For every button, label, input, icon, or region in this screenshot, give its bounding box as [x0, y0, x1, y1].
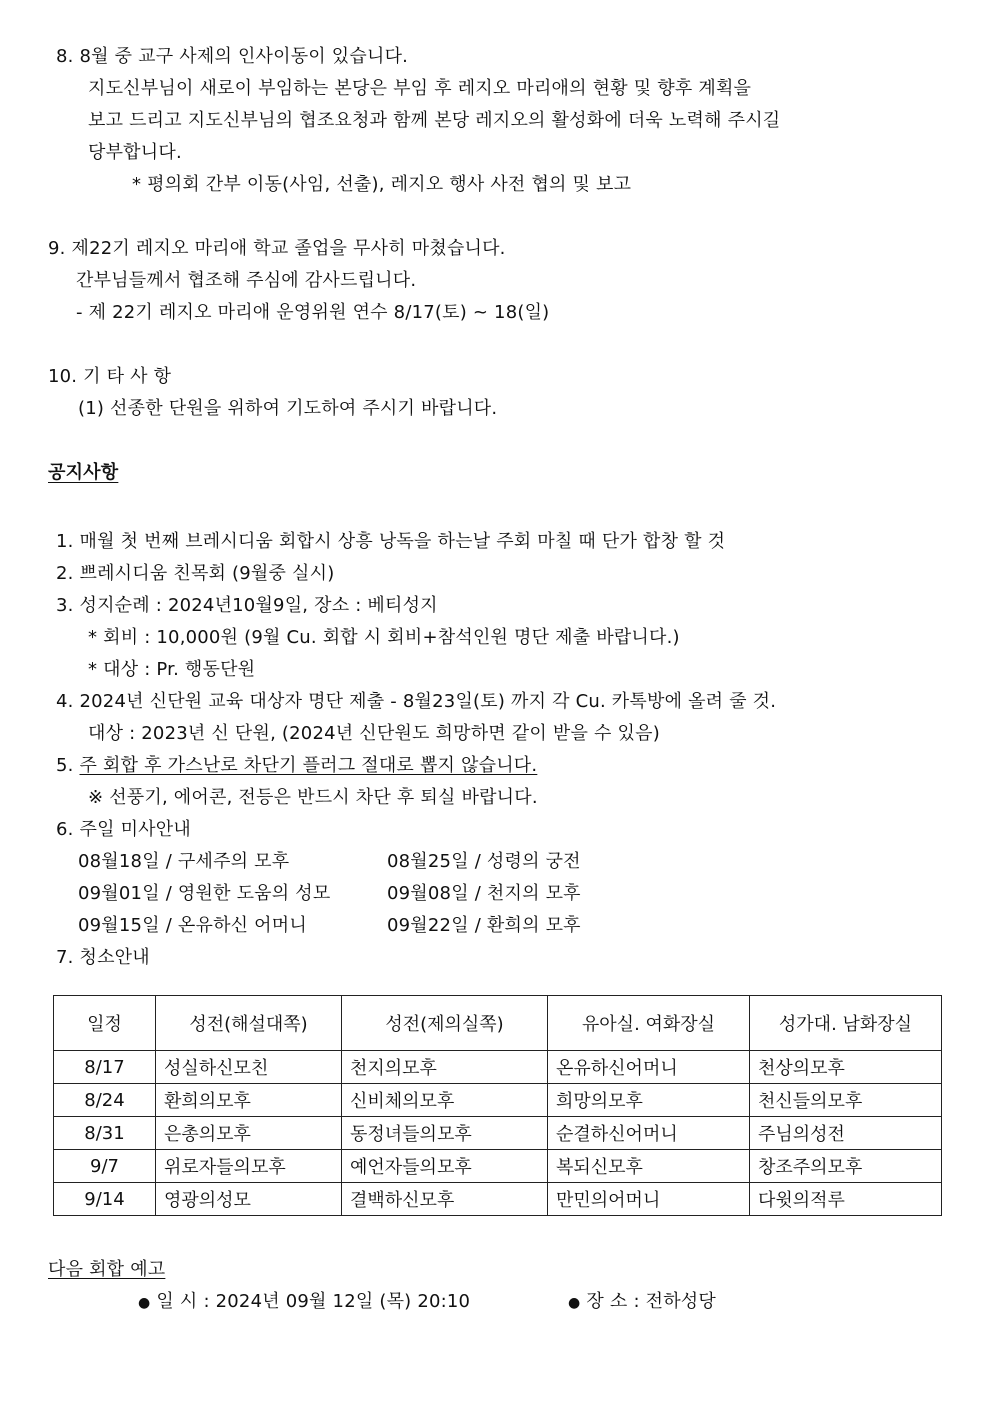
table-cell: 천상의모후 — [750, 1051, 942, 1084]
item10-title: 10. 기 타 사 항 — [48, 366, 172, 387]
notice-item-4: 4. 2024년 신단원 교육 대상자 명단 제출 - 8월23일(토) 까지 각 Cu. 카톡방에 올려 줄 것. — [56, 691, 777, 712]
table-cell: 천지의모후 — [342, 1051, 548, 1084]
table-cell: 은총의모후 — [156, 1117, 342, 1150]
item8-line-1: 지도신부님이 새로이 부임하는 본당은 부임 후 레지오 마리애의 현황 및 향후 계획을 — [88, 78, 752, 99]
table-row — [54, 1051, 942, 1084]
table-cell-date: 8/31 — [54, 1117, 156, 1150]
column-header: 일정 — [54, 996, 156, 1051]
next-meeting-datetime — [138, 1290, 470, 1315]
table-cell: 결백하신모후 — [342, 1183, 548, 1216]
notice-item-4-target: 대상 : 2023년 신 단원, (2024년 신단원도 희망하면 같이 받을 수 있음) — [88, 723, 660, 744]
table-row — [54, 1150, 942, 1183]
notice-item-5-note: ※ 선풍기, 에어콘, 전등은 반드시 차단 후 퇴실 바랍니다. — [88, 787, 538, 808]
notice-item-7: 7. 청소안내 — [56, 947, 150, 968]
table-cell: 성실하신모친 — [156, 1051, 342, 1084]
next-meeting-heading: 다음 회합 예고 — [48, 1259, 166, 1280]
table-cell: 복되신모후 — [548, 1150, 750, 1183]
bullet-icon: ● — [568, 1295, 581, 1311]
item9-line: 간부님들께서 협조해 주심에 감사드립니다. — [76, 270, 417, 291]
notice-item-2: 2. 쁘레시디움 친목회 (9월중 실시) — [56, 563, 335, 584]
table-cell: 예언자들의모후 — [342, 1150, 548, 1183]
notice-item-3-target: * 대상 : Pr. 행동단원 — [88, 659, 256, 680]
table-header-row — [54, 996, 942, 1051]
item9-note: - 제 22기 레지오 마리애 운영위원 연수 8/17(토) ~ 18(일) — [76, 302, 550, 323]
column-header: 유아실. 여화장실 — [548, 996, 750, 1051]
table-cell: 신비체의모후 — [342, 1084, 548, 1117]
notice-item-5-text: 주 회합 후 가스난로 차단기 플러그 절대로 뽑지 않습니다. — [79, 755, 538, 776]
table-cell: 순결하신어머니 — [548, 1117, 750, 1150]
table-cell: 온유하신어머니 — [548, 1051, 750, 1084]
table-cell: 주님의성전 — [750, 1117, 942, 1150]
mass-entry: 09월22일 / 환희의 모후 — [387, 915, 581, 936]
notice-item-1: 1. 매월 첫 번째 브레시디움 회합시 상흥 낭독을 하는날 주회 마칠 때 단가 합창 할 것 — [56, 531, 726, 552]
table-cell: 창조주의모후 — [750, 1150, 942, 1183]
mass-entry: 09월15일 / 온유하신 어머니 — [78, 915, 307, 936]
item8-line-3: 당부합니다. — [88, 142, 182, 163]
notice-item-5 — [56, 754, 537, 778]
column-header: 성전(해설대쪽) — [156, 996, 342, 1051]
table-cell: 희망의모후 — [548, 1084, 750, 1117]
mass-entry: 09월01일 / 영원한 도움의 성모 — [78, 883, 331, 904]
mass-entry: 09월08일 / 천지의 모후 — [387, 883, 581, 904]
next-meeting-place-text: 장 소 : 전하성당 — [586, 1291, 716, 1312]
item8-note: * 평의회 간부 이동(사임, 선출), 레지오 행사 사전 협의 및 보고 — [132, 174, 632, 195]
mass-entry: 08월25일 / 성령의 궁전 — [387, 851, 581, 872]
table-cell: 환희의모후 — [156, 1084, 342, 1117]
bullet-icon: ● — [138, 1295, 151, 1311]
table-row — [54, 1084, 942, 1117]
column-header: 성가대. 남화장실 — [750, 996, 942, 1051]
table-cell: 다윗의적루 — [750, 1183, 942, 1216]
notice-item-3-fee: * 회비 : 10,000원 (9월 Cu. 회합 시 회비+참석인원 명단 제출 바랍니다.) — [88, 627, 680, 648]
table-cell: 위로자들의모후 — [156, 1150, 342, 1183]
table-cell: 동정녀들의모후 — [342, 1117, 548, 1150]
table-cell: 영광의성모 — [156, 1183, 342, 1216]
notice-item-5-number: 5. — [56, 755, 74, 776]
next-meeting-datetime-text: 일 시 : 2024년 09월 12일 (목) 20:10 — [156, 1291, 471, 1312]
next-meeting-place — [568, 1290, 716, 1315]
notice-item-3: 3. 성지순례 : 2024년10월9일, 장소 : 베티성지 — [56, 595, 438, 616]
table-row — [54, 1117, 942, 1150]
cleaning-table — [53, 995, 942, 1216]
mass-entry: 08월18일 / 구세주의 모후 — [78, 851, 290, 872]
table-cell-date: 8/24 — [54, 1084, 156, 1117]
table-cell-date: 9/7 — [54, 1150, 156, 1183]
item8-line-2: 보고 드리고 지도신부님의 협조요청과 함께 본당 레지오의 활성화에 더욱 노력해 주시길 — [88, 110, 781, 131]
table-cell: 천신들의모후 — [750, 1084, 942, 1117]
table-cell: 만민의어머니 — [548, 1183, 750, 1216]
notice-heading: 공지사항 — [48, 462, 119, 483]
table-row — [54, 1183, 942, 1216]
table-cell-date: 9/14 — [54, 1183, 156, 1216]
notice-item-6: 6. 주일 미사안내 — [56, 819, 191, 840]
table-cell-date: 8/17 — [54, 1051, 156, 1084]
item10-line: (1) 선종한 단원을 위하여 기도하여 주시기 바랍니다. — [78, 398, 498, 419]
item9-title: 9. 제22기 레지오 마리애 학교 졸업을 무사히 마쳤습니다. — [48, 238, 506, 259]
item8-title: 8. 8월 중 교구 사제의 인사이동이 있습니다. — [56, 46, 409, 67]
column-header: 성전(제의실쪽) — [342, 996, 548, 1051]
